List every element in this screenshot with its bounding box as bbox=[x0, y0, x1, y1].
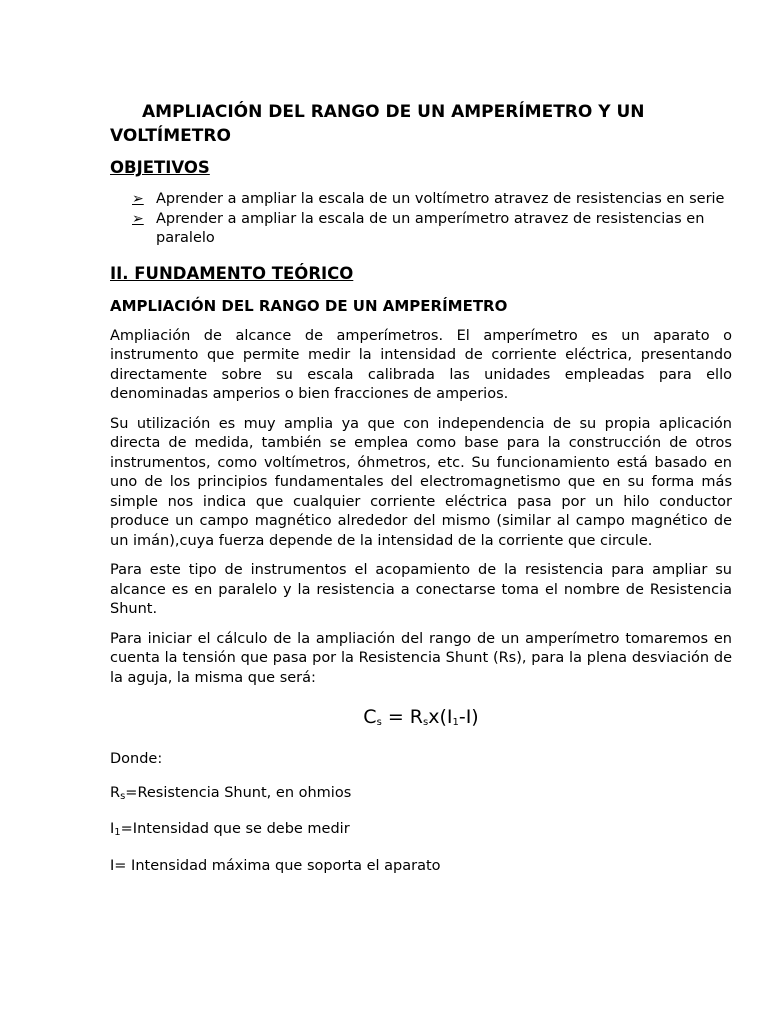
definition-sub: 1 bbox=[114, 827, 121, 838]
body-paragraph: Su utilización es muy amplia ya que con independencia de su propia aplicación directa de medida, también se emplea como base para la construcción de otros instrumentos, como voltímetros, óhmetros, etc. Su funcionamiento está basado en uno de los principios fundamentales del electromagnetismo que en su forma más simple nos indica que cualquier corriente eléctrica pasa por un hilo conductor produce un campo magnético alrededor del mismo (similar al campo magnético de un imán),cuya fuerza depende de la intensidad de la corriente que circule. bbox=[110, 415, 732, 549]
document-title bbox=[110, 100, 732, 148]
donde-label: Donde: bbox=[110, 751, 163, 767]
definition-text: =Resistencia Shunt, en ohmios bbox=[125, 784, 352, 801]
objetivo-item bbox=[110, 210, 732, 249]
formula-tail: -I) bbox=[458, 706, 479, 728]
formula-i-sub: 1 bbox=[452, 717, 459, 728]
section-heading: II. FUNDAMENTO TEÓRICO bbox=[110, 263, 354, 283]
title-line-1: AMPLIACIÓN DEL RANGO DE UN AMPERÍMETRO Y UN bbox=[142, 102, 645, 122]
objetivos-heading: OBJETIVOS bbox=[110, 158, 210, 177]
formula-c-sub: s bbox=[376, 717, 382, 728]
document-page bbox=[110, 100, 732, 876]
body-paragraph: Para iniciar el cálculo de la ampliación del rango de un amperímetro tomaremos en cuenta la tensión que pasa por la Resistencia Shunt (Rs), para la plena desviación de la aguja, la misma que será: bbox=[110, 630, 732, 686]
body-paragraph: Ampliación de alcance de amperímetros. El amperímetro es un aparato o instrumento que permite medir la intensidad de corriente eléctrica, presentando directamente sobre su escala calibrada las unidades empleadas para ello denominadas amperios o bien fracciones de amperios. bbox=[110, 327, 732, 402]
formula-x-i: x(I bbox=[428, 706, 453, 728]
objetivo-text: Aprender a ampliar la escala de un amperímetro atravez de resistencias en paralelo bbox=[156, 210, 705, 246]
objetivo-item bbox=[110, 190, 732, 210]
arrow-bullet-icon: ➢ bbox=[132, 191, 144, 207]
definition-symbol: I bbox=[110, 857, 115, 874]
title-line-2: VOLTÍMETRO bbox=[110, 126, 231, 146]
definition-line bbox=[110, 820, 732, 843]
definition-text: = Intensidad máxima que soporta el aparato bbox=[114, 857, 441, 874]
definition-line bbox=[110, 784, 732, 807]
formula-eq-r: = R bbox=[381, 706, 423, 728]
objetivos-list bbox=[110, 190, 732, 249]
sub-heading: AMPLIACIÓN DEL RANGO DE UN AMPERÍMETRO bbox=[110, 296, 508, 315]
definition-text: =Intensidad que se debe medir bbox=[120, 821, 350, 837]
body-paragraph: Para este tipo de instrumentos el acopamiento de la resistencia para ampliar su alcance es en paralelo y la resistencia a conectarse toma el nombre de Resistencia Shunt. bbox=[110, 562, 732, 617]
definition-symbol: I bbox=[110, 821, 115, 837]
definition-line bbox=[110, 857, 732, 877]
formula-r-sub: s bbox=[422, 717, 429, 728]
definition-sub: s bbox=[120, 790, 126, 802]
arrow-bullet-icon: ➢ bbox=[132, 210, 144, 227]
objetivo-text: Aprender a ampliar la escala de un voltímetro atravez de resistencias en serie bbox=[156, 191, 725, 207]
formula-c: C bbox=[363, 706, 377, 728]
shunt-formula bbox=[110, 704, 732, 736]
definition-symbol: R bbox=[110, 784, 121, 801]
